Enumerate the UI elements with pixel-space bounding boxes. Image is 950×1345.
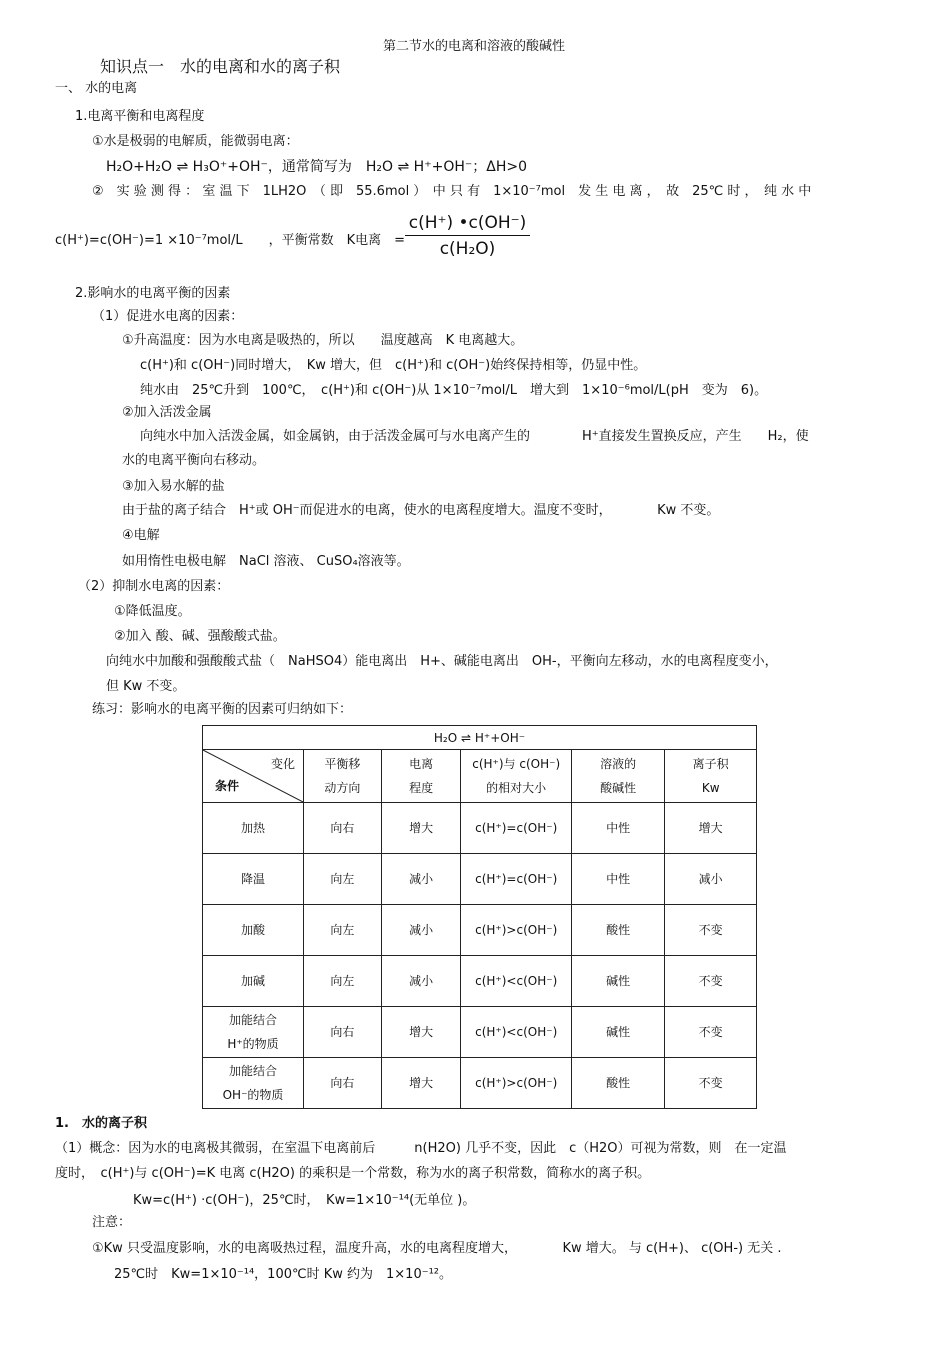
corner-top-label: 变化 (270, 757, 295, 771)
table-cell: 减小 (381, 854, 461, 905)
text-line: 度时， c(H⁺)与 c(OH⁻)=K 电离 c(H2O) 的乘积是一个常数，称为水的离子积常数，简称水的离子积。 (55, 1166, 651, 1181)
fraction-denominator: c(H₂O) (439, 239, 496, 259)
table-header-row (203, 750, 757, 803)
header-text: 动方向 (324, 781, 361, 795)
table-cell: c(H⁺)>c(OH⁻) (461, 1058, 571, 1109)
table-cell: 中性 (571, 803, 664, 854)
table-header-cell (665, 750, 757, 803)
factor-table (202, 725, 757, 1109)
table-cell: 增大 (665, 803, 757, 854)
header-text: Kw (701, 781, 720, 795)
text-line: ②加入 酸、碱、强酸酸式盐。 (114, 629, 286, 644)
table-cell: c(H⁺)=c(OH⁻) (461, 854, 571, 905)
text-line: ①水是极弱的电解质，能微弱电离： (92, 134, 299, 149)
corner-bottom-label: 条件 (215, 779, 240, 793)
text-line: ④电解 (122, 528, 160, 543)
condition-cell: 加热 (203, 803, 304, 854)
text-line: 纯水由 25℃升到 100℃， c(H⁺)和 c(OH⁻)从 1×10⁻⁷mol/L 增大到 1×10⁻⁶mol/L(pH 变为 6)。 (140, 383, 768, 398)
text-line: 如用惰性电极电解 NaCl 溶液、 CuSO₄溶液等。 (122, 554, 410, 569)
kw-fraction (405, 213, 530, 259)
section-heading: 知识点一 水的电离和水的离子积 (100, 57, 341, 76)
table-cell: 向右 (304, 1007, 382, 1058)
table-row (203, 956, 757, 1007)
text-line: 向纯水中加酸和强酸酸式盐（ NaHSO4）能电离出 H+、碱能电离出 OH-，平衡向左移动，水的电离程度变小， (106, 654, 778, 669)
table-cell: 减小 (665, 854, 757, 905)
table-header-cell (461, 750, 571, 803)
text-line: （2）抑制水电离的因素： (78, 579, 230, 594)
text-line: ②加入活泼金属 (122, 405, 212, 420)
text-line: 一、 水的电离 (55, 81, 138, 96)
header-text: 程度 (409, 781, 434, 795)
header-text: 的相对大小 (486, 781, 547, 795)
table-cell: 增大 (381, 803, 461, 854)
table-row (203, 905, 757, 956)
table-cell: 不变 (665, 1007, 757, 1058)
text-line: 25℃时 Kw=1×10⁻¹⁴，100℃时 Kw 约为 1×10⁻¹²。 (114, 1267, 453, 1282)
table-header-cell (304, 750, 382, 803)
table-row (203, 1058, 757, 1109)
table-cell: 中性 (571, 854, 664, 905)
table-cell: c(H⁺)<c(OH⁻) (461, 1007, 571, 1058)
table-cell: c(H⁺)=c(OH⁻) (461, 803, 571, 854)
text-line: 注意： (92, 1215, 132, 1230)
text-line: 向纯水中加入活泼金属，如金属钠，由于活泼金属可与水电离产生的 H⁺直接发生置换反应，产生 H₂，使 (140, 429, 809, 444)
table-cell: 不变 (665, 956, 757, 1007)
text-line: 由于盐的离子结合 H⁺或 OH⁻而促进水的电离，使水的电离程度增大。温度不变时， Kw 不变。 (122, 503, 720, 518)
table-cell: 增大 (381, 1058, 461, 1109)
condition-cell: 加碱 (203, 956, 304, 1007)
table-cell: 酸性 (571, 1058, 664, 1109)
table-cell: 向左 (304, 956, 382, 1007)
text-line: 水的电离平衡向右移动。 (122, 453, 266, 468)
text-line: c(H⁺)和 c(OH⁻)同时增大， Kw 增大，但 c(H⁺)和 c(OH⁻)始终保持相等，仍显中性。 (140, 358, 647, 373)
header-text: 溶液的 (600, 757, 637, 771)
header-text: 离子积 (692, 757, 729, 771)
text-line: ①降低温度。 (114, 604, 191, 619)
table-cell: 向右 (304, 803, 382, 854)
text-line: （1）概念：因为水的电离极其微弱，在室温下电离前后 n(H2O) 几乎不变，因此 c（H2O）可视为常数，则 在一定温 (55, 1141, 787, 1156)
text-line: H₂O+H₂O ⇌ H₃O⁺+OH⁻，通常简写为 H₂O ⇌ H⁺+OH⁻；ΔH>0 (106, 159, 528, 175)
text-line: ③加入易水解的盐 (122, 479, 225, 494)
table-cell: 增大 (381, 1007, 461, 1058)
table-header-cell (571, 750, 664, 803)
text-line: 练习：影响水的电离平衡的因素可归纳如下： (92, 702, 353, 717)
text-line: 2.影响水的电离平衡的因素 (75, 286, 231, 301)
table-cell: 减小 (381, 905, 461, 956)
table-cell: 碱性 (571, 956, 664, 1007)
table-cell: 向左 (304, 854, 382, 905)
table-cell: 不变 (665, 905, 757, 956)
condition-cell: 加能结合 OH⁻的物质 (203, 1058, 304, 1109)
table-cell: 酸性 (571, 905, 664, 956)
text-line: Kw=c(H⁺) ·c(OH⁻)，25℃时， Kw=1×10⁻¹⁴(无单位 )。 (133, 1193, 476, 1208)
table-row (203, 1007, 757, 1058)
header-text: 平衡移 (324, 757, 361, 771)
table-cell: 向右 (304, 1058, 382, 1109)
table-cell: 碱性 (571, 1007, 664, 1058)
text-line: ①升高温度：因为水电离是吸热的，所以 温度越高 K 电离越大。 (122, 333, 524, 348)
table-caption: H₂O ⇌ H⁺+OH⁻ (203, 726, 757, 750)
table-row (203, 854, 757, 905)
table-cell: 减小 (381, 956, 461, 1007)
text-line: ①Kw 只受温度影响，水的电离吸热过程，温度升高，水的电离程度增大， Kw 增大。 与 c(H+)、 c(OH-) 无关 . (92, 1241, 782, 1256)
fraction-numerator: c(H⁺) •c(OH⁻) (405, 213, 530, 236)
header-text: c(H⁺)与 c(OH⁻) (472, 757, 561, 771)
table-cell: 向左 (304, 905, 382, 956)
text-line: 1. 水的离子积 (55, 1116, 147, 1131)
condition-cell: 加酸 (203, 905, 304, 956)
text-line: ② 实 验 测 得 ： 室 温 下 1LH2O （ 即 55.6mol ） 中 只 有 1×10⁻⁷mol 发 生 电 离 ， 故 25℃ 时 ， 纯 水 中 (92, 184, 812, 199)
table-corner-cell (203, 750, 304, 803)
table-header-cell (381, 750, 461, 803)
condition-cell: 降温 (203, 854, 304, 905)
page-title: 第二节水的电离和溶液的酸碱性 (383, 39, 566, 54)
header-text: 酸碱性 (600, 781, 637, 795)
header-text: 电离 (409, 757, 434, 771)
table-cell: 不变 (665, 1058, 757, 1109)
table-row (203, 803, 757, 854)
text-line: c(H⁺)=c(OH⁻)=1 ×10⁻⁷mol/L ，平衡常数 K电离 = (55, 233, 406, 248)
text-line: 但 Kw 不变。 (106, 679, 186, 694)
table-cell: c(H⁺)>c(OH⁻) (461, 905, 571, 956)
text-line: （1）促进水电离的因素： (92, 309, 244, 324)
table-cell: c(H⁺)<c(OH⁻) (461, 956, 571, 1007)
condition-cell: 加能结合 H⁺的物质 (203, 1007, 304, 1058)
text-line: 1.电离平衡和电离程度 (75, 109, 205, 124)
